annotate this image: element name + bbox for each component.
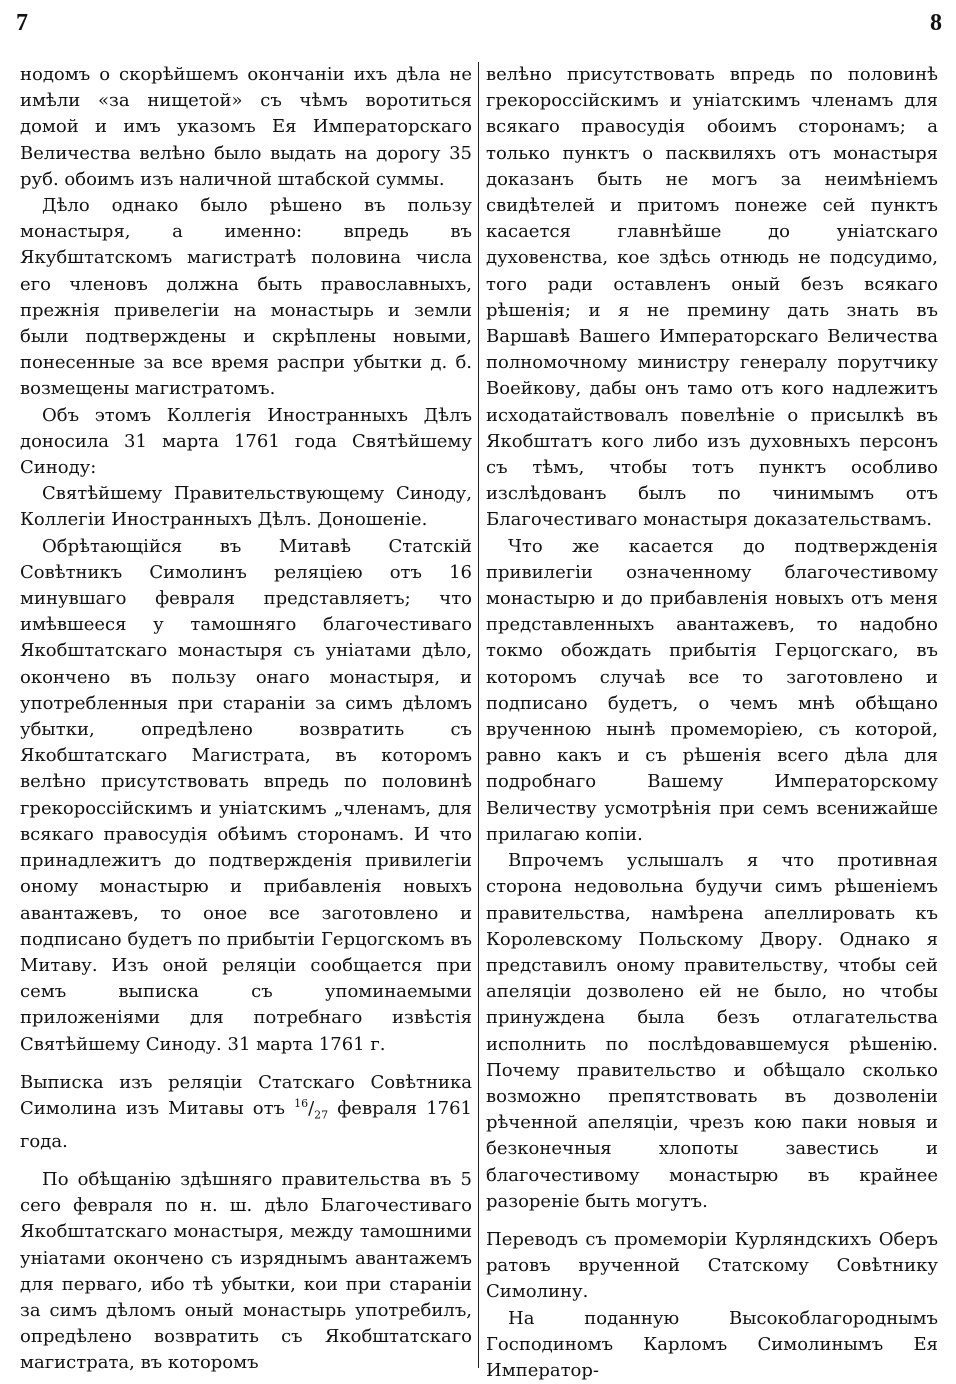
left-heading-text-b: февраля 1761 года. [20, 1097, 472, 1152]
column-divider [478, 62, 479, 1368]
right-column [486, 62, 938, 1384]
left-paragraph-4: Святѣйшему Правительствующему Синоду, Коллегiи Иностранныхъ Дѣлъ. Доношенiе. [20, 483, 472, 531]
left-heading: Выписка изъ реляцiи Статскаго Совѣтника Симолина изъ Митавы отъ $^{16}/_{27}$ февраля 1761 года. [20, 1071, 472, 1152]
left-paragraph-1: нодомъ о скорѣйшемъ окончанiи ихъ дѣла не имѣли «за нищетой» съ чѣмъ воротиться домой и имъ указомъ Ея Императорскаго Величества велѣно было выдать на дорогу 35 руб. обоимъ изъ наличной штабской суммы. [20, 64, 472, 190]
page-number-right: 8 [930, 10, 942, 36]
left-paragraph-3: Объ этомъ Коллегiя Иностранныхъ Дѣлъ доносила 31 марта 1761 года Святѣйшему Синоду: [20, 404, 472, 479]
heading-fraction-denominator: 27 [314, 1108, 329, 1122]
page-number-left: 7 [16, 10, 28, 36]
left-paragraph-2: Дѣло однако было рѣшено въ пользу монастыря, а именно: впредь въ Якубштатскомъ магистратѣ половина числа его членовъ должна быть православныхъ, прежнiя привелегiи на монастырь и земли были подтверждены и скрѣплены новыми, понесенные за все время распри убытки д. б. возмещены магистратомъ. [20, 195, 472, 400]
right-paragraph-4: На поданную Высокоблагороднымъ Господиномъ Карломъ Симолинымъ Ея Император- [486, 1307, 938, 1381]
spacer [20, 1155, 472, 1167]
right-heading: Переводъ съ промеморiи Курляндскихъ Оберъ ратовъ врученной Статскому Совѣтнику Симолину. [486, 1228, 938, 1303]
spacer [486, 1215, 938, 1227]
right-paragraph-3: Впрочемъ услышалъ я что противная сторона недовольна будучи симъ рѣшенiемъ правительства, намѣрена апеллировать къ Королевскому Польскому Двору. Однако я представилъ оному правительству, чтобы сей апеляцiи дозволено ей не было, но чтобы принуждена была безъ отлагательства исполнить по послѣдовавшемуся рѣшенiю. Почему правительство и обѣщало сколько возможно препятствовать въ дозволенiи рѣченной апеляцiи, чрезъ кою паки новыя и безконечныя хлопоты завестись и благочестивому монастырю въ крайнее разоренiе быть могутъ. [486, 850, 938, 1212]
left-column [20, 62, 472, 1377]
right-paragraph-2: Что же касается до подтвержденiя привилегiи означенному благочестивому монастырю и до прибавленiя новыхъ отъ меня представленныхъ авантажевъ, то надобно токмо обождать прибытiя Герцогскаго, въ которомъ случаѣ все то заготовлено и подписано будетъ, о чемъ мнѣ обѣщано врученною нынѣ промеморiею, съ которой, равно какъ и съ рѣшенiя всего дѣла для подробнаго Вашему Императорскому Величеству усмотрѣнiя при семъ всенижайше прилагаю копiи. [486, 535, 938, 845]
left-paragraph-5: Обрѣтающiйся въ Митавѣ Статскiй Совѣтникъ Симолинъ реляцiею отъ 16 минувшаго февраля представляетъ; что имѣвшееся у тамошняго благочестиваго Якобштатскаго монастыря съ унiатами дѣло, окончено въ пользу онаго монастыря, и употребленныя при старанiи за симъ дѣломъ убытки, опредѣлено возвратить съ Якобштатскаго Магистрата, въ которомъ велѣно присутствовать впредь по половинѣ грекороссiйскимъ и унiатскимъ „членамъ, для всякаго правосудiя обѣимъ сторонамъ. И что принадлежитъ до подтвержденiя привилегiи оному монастырю и прибавленiя новыхъ авантажевъ, то оное все заготовлено и подписано будетъ по прибытiи Герцогскомъ въ Митаву. Изъ оной реляцiи сообщается при семъ выписка съ упоминаемыми приложенiями для потребнаго извѣстiя Святѣйшему Синоду. 31 марта 1761 г. [20, 535, 472, 1055]
right-paragraph-1: велѣно присутствовать впредь по половинѣ грекороссiйскимъ и унiатскимъ членамъ для всякаго правосудiя обоимъ сторонамъ; а только пунктъ о пасквиляхъ отъ монастыря доказанъ быть не могъ за неимѣнiемъ свидѣтелей и притомъ понеже сей пунктъ касается главнѣйше до унiатскаго духовенства, кое здѣсь отнюдь не подсудимо, того ради оставленъ оный безъ всякаго рѣшенiя; и я не премину дать знать въ Варшавѣ Вашего Императорскаго Величества полномочному министру генералу порутчику Воейкову, дабы онъ тамо отъ кого надлежитъ исходатайствовалъ повелѣнiе о присылкѣ въ Якобштатъ кого либо изъ духовныхъ персонъ съ тѣмъ, чтобы тотъ пунктъ особливо изслѣдованъ былъ по чинимымъ отъ Благочестиваго монастыря доказательствамъ. [486, 64, 938, 531]
left-heading-text-a: Выписка изъ реляцiи Статскаго Совѣтника Симолина изъ Митавы отъ [20, 1071, 472, 1119]
heading-fraction-numerator: 16 [294, 1096, 309, 1110]
spacer [20, 1058, 472, 1070]
left-paragraph-6: По обѣщанiю здѣшняго правительства въ 5 сего февраля по н. ш. дѣло Благочестиваго Якобштатскаго монастыря, между тамошними унiатами окончено съ изряднымъ авантажемъ для перваго, ибо тѣ убытки, кои при старанiи за симъ дѣломъ оный монастырь употребилъ, опредѣлено возвратить съ Якобштатскаго магистрата, въ которомъ [20, 1168, 472, 1374]
